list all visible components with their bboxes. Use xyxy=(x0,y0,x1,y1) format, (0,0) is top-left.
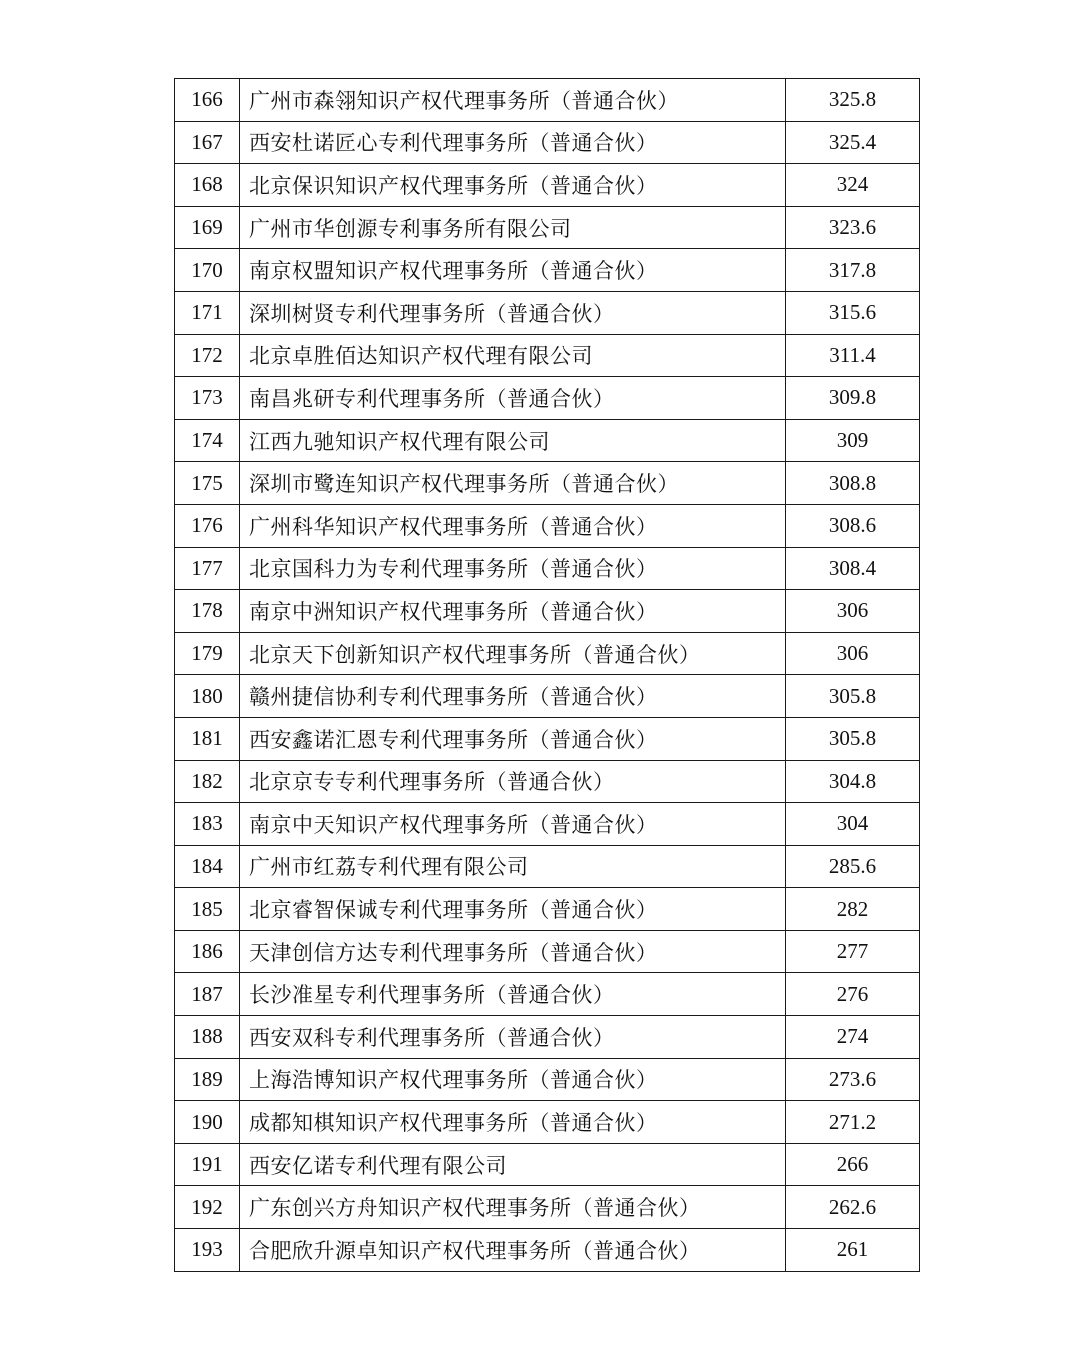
agency-name-cell: 成都知棋知识产权代理事务所（普通合伙） xyxy=(240,1101,786,1144)
rank-cell: 191 xyxy=(175,1143,240,1186)
table-row xyxy=(175,973,920,1016)
rank-cell: 193 xyxy=(175,1229,240,1272)
score-cell: 324 xyxy=(786,164,920,207)
table-row xyxy=(175,632,920,675)
agency-name-cell: 南昌兆研专利代理事务所（普通合伙） xyxy=(240,377,786,420)
table-row xyxy=(175,888,920,931)
score-cell: 325.8 xyxy=(786,79,920,122)
rank-cell: 176 xyxy=(175,504,240,547)
rank-cell: 170 xyxy=(175,249,240,292)
score-cell: 305.8 xyxy=(786,675,920,718)
table-row xyxy=(175,164,920,207)
rank-cell: 169 xyxy=(175,206,240,249)
table-row xyxy=(175,419,920,462)
table-row xyxy=(175,1058,920,1101)
ranking-table xyxy=(174,78,920,1272)
table-row xyxy=(175,1143,920,1186)
agency-name-cell: 北京国科力为专利代理事务所（普通合伙） xyxy=(240,547,786,590)
table-row xyxy=(175,1229,920,1272)
table-row xyxy=(175,291,920,334)
agency-name-cell: 西安鑫诺汇恩专利代理事务所（普通合伙） xyxy=(240,717,786,760)
score-cell: 262.6 xyxy=(786,1186,920,1229)
table-row xyxy=(175,760,920,803)
table-row xyxy=(175,334,920,377)
score-cell: 306 xyxy=(786,590,920,633)
agency-name-cell: 深圳市鹭连知识产权代理事务所（普通合伙） xyxy=(240,462,786,505)
rank-cell: 178 xyxy=(175,590,240,633)
rank-cell: 189 xyxy=(175,1058,240,1101)
table-row xyxy=(175,845,920,888)
agency-name-cell: 北京卓胜佰达知识产权代理有限公司 xyxy=(240,334,786,377)
table-row xyxy=(175,79,920,122)
agency-name-cell: 西安亿诺专利代理有限公司 xyxy=(240,1143,786,1186)
agency-name-cell: 上海浩博知识产权代理事务所（普通合伙） xyxy=(240,1058,786,1101)
score-cell: 261 xyxy=(786,1229,920,1272)
rank-cell: 187 xyxy=(175,973,240,1016)
score-cell: 323.6 xyxy=(786,206,920,249)
agency-name-cell: 西安双科专利代理事务所（普通合伙） xyxy=(240,1016,786,1059)
rank-cell: 179 xyxy=(175,632,240,675)
agency-name-cell: 广州市森翎知识产权代理事务所（普通合伙） xyxy=(240,79,786,122)
agency-name-cell: 江西九驰知识产权代理有限公司 xyxy=(240,419,786,462)
agency-name-cell: 深圳树贤专利代理事务所（普通合伙） xyxy=(240,291,786,334)
agency-name-cell: 南京权盟知识产权代理事务所（普通合伙） xyxy=(240,249,786,292)
table-row xyxy=(175,377,920,420)
table-row xyxy=(175,462,920,505)
rank-cell: 177 xyxy=(175,547,240,590)
agency-name-cell: 合肥欣升源卓知识产权代理事务所（普通合伙） xyxy=(240,1229,786,1272)
table-row xyxy=(175,930,920,973)
score-cell: 325.4 xyxy=(786,121,920,164)
agency-name-cell: 北京京专专利代理事务所（普通合伙） xyxy=(240,760,786,803)
table-row xyxy=(175,803,920,846)
table-row xyxy=(175,1016,920,1059)
rank-cell: 175 xyxy=(175,462,240,505)
table-row xyxy=(175,1186,920,1229)
rank-cell: 183 xyxy=(175,803,240,846)
rank-cell: 173 xyxy=(175,377,240,420)
rank-cell: 182 xyxy=(175,760,240,803)
table-row xyxy=(175,547,920,590)
score-cell: 308.8 xyxy=(786,462,920,505)
rank-cell: 172 xyxy=(175,334,240,377)
rank-cell: 181 xyxy=(175,717,240,760)
agency-name-cell: 北京保识知识产权代理事务所（普通合伙） xyxy=(240,164,786,207)
table-row xyxy=(175,1101,920,1144)
score-cell: 309.8 xyxy=(786,377,920,420)
table-body xyxy=(175,79,920,1272)
rank-cell: 166 xyxy=(175,79,240,122)
score-cell: 274 xyxy=(786,1016,920,1059)
score-cell: 311.4 xyxy=(786,334,920,377)
agency-name-cell: 北京睿智保诚专利代理事务所（普通合伙） xyxy=(240,888,786,931)
score-cell: 276 xyxy=(786,973,920,1016)
score-cell: 282 xyxy=(786,888,920,931)
agency-name-cell: 北京天下创新知识产权代理事务所（普通合伙） xyxy=(240,632,786,675)
agency-name-cell: 南京中洲知识产权代理事务所（普通合伙） xyxy=(240,590,786,633)
score-cell: 317.8 xyxy=(786,249,920,292)
score-cell: 266 xyxy=(786,1143,920,1186)
score-cell: 315.6 xyxy=(786,291,920,334)
score-cell: 271.2 xyxy=(786,1101,920,1144)
score-cell: 277 xyxy=(786,930,920,973)
score-cell: 305.8 xyxy=(786,717,920,760)
table-row xyxy=(175,249,920,292)
table-row xyxy=(175,590,920,633)
agency-name-cell: 广州市华创源专利事务所有限公司 xyxy=(240,206,786,249)
rank-cell: 185 xyxy=(175,888,240,931)
table-row xyxy=(175,675,920,718)
agency-name-cell: 南京中天知识产权代理事务所（普通合伙） xyxy=(240,803,786,846)
agency-name-cell: 赣州捷信协利专利代理事务所（普通合伙） xyxy=(240,675,786,718)
score-cell: 285.6 xyxy=(786,845,920,888)
score-cell: 273.6 xyxy=(786,1058,920,1101)
score-cell: 304 xyxy=(786,803,920,846)
rank-cell: 168 xyxy=(175,164,240,207)
rank-cell: 171 xyxy=(175,291,240,334)
agency-name-cell: 天津创信方达专利代理事务所（普通合伙） xyxy=(240,930,786,973)
score-cell: 306 xyxy=(786,632,920,675)
rank-cell: 190 xyxy=(175,1101,240,1144)
agency-name-cell: 广州市红荔专利代理有限公司 xyxy=(240,845,786,888)
rank-cell: 188 xyxy=(175,1016,240,1059)
rank-cell: 184 xyxy=(175,845,240,888)
table-row xyxy=(175,717,920,760)
rank-cell: 180 xyxy=(175,675,240,718)
agency-name-cell: 广东创兴方舟知识产权代理事务所（普通合伙） xyxy=(240,1186,786,1229)
agency-name-cell: 西安杜诺匠心专利代理事务所（普通合伙） xyxy=(240,121,786,164)
rank-cell: 186 xyxy=(175,930,240,973)
score-cell: 309 xyxy=(786,419,920,462)
score-cell: 304.8 xyxy=(786,760,920,803)
table-row xyxy=(175,121,920,164)
table-row xyxy=(175,206,920,249)
score-cell: 308.6 xyxy=(786,504,920,547)
score-cell: 308.4 xyxy=(786,547,920,590)
agency-name-cell: 广州科华知识产权代理事务所（普通合伙） xyxy=(240,504,786,547)
rank-cell: 174 xyxy=(175,419,240,462)
rank-cell: 167 xyxy=(175,121,240,164)
table-row xyxy=(175,504,920,547)
agency-name-cell: 长沙准星专利代理事务所（普通合伙） xyxy=(240,973,786,1016)
rank-cell: 192 xyxy=(175,1186,240,1229)
